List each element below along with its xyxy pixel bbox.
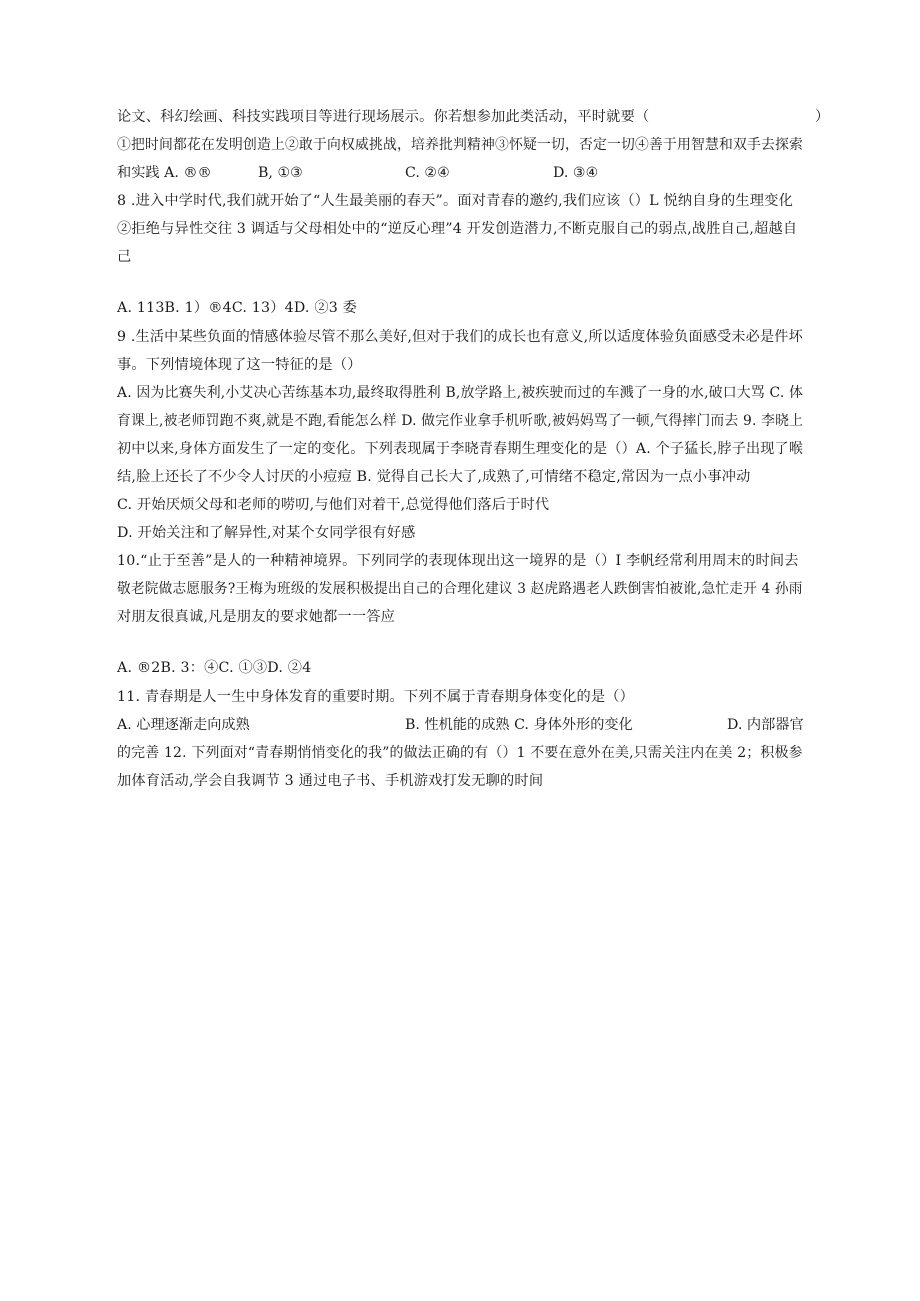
option-a: 和实践 A. ®®	[117, 165, 212, 181]
question-10-options: A. ®2B. 3：④C. ①③D. ②4	[117, 660, 312, 676]
option-d: D. ③④	[553, 165, 599, 181]
question-11-option-a: A. 心理逐渐走向成熟	[117, 717, 250, 733]
question-9b-option-d: D. 开始关注和了解异性,对某个女同学很有好感	[117, 525, 416, 541]
question-8-stem-cont: ②拒绝与异性交往 3 调适与父母相处中的“逆反心理”4 开发创造潜力,不断克服自己的弱点,战胜自己,超越自	[117, 221, 798, 237]
question-10-stem: 10.“止于至善”是人的一种精神境界。下列同学的表现体现出这一境界的是（）I 李帆经常利用周末的时间去	[117, 553, 799, 569]
question-10-stem-cont: 敬老院做志愿服务?王梅为班级的发展积极提出自己的合理化建议 3 赵虎路遇老人跌倒害怕被讹,急忙走开 4 孙雨	[117, 581, 803, 597]
question-11-option-b-c: B. 性机能的成熟 C. 身体外形的变化	[405, 717, 633, 733]
option-c: C. ②④	[405, 165, 450, 181]
question-9-stem: 9 .生活中某些负面的情感体验尽管不那么美好,但对于我们的成长也有意义,所以适度体验负面感受未必是件坏	[117, 329, 803, 345]
question-9b-option-c: C. 开始厌烦父母和老师的唠叨,与他们对着干,总觉得他们落后于时代	[117, 497, 550, 513]
option-b: B, ①③	[258, 165, 303, 181]
question-7-options-list: ①把时间都花在发明创造上②敢于向权威挑战，培养批判精神③怀疑一切，否定一切④善于用智慧和双手去探索	[117, 137, 803, 153]
question-9-options-cont: 育课上,被老师罚跑不爽,就是不跑,看能怎么样 D. 做完作业拿手机听歌,被妈妈骂了一顿,气得摔门而去 9. 李晓上	[117, 413, 804, 429]
question-9b-option-a-b: 结,脸上还长了不少令人讨厌的小痘痘 B. 觉得自己长大了,成熟了,可情绪不稳定,常因为一点小事冲动	[117, 469, 751, 485]
question-8-stem: 8 .进入中学时代,我们就开始了“人生最美丽的春天”。面对青春的邀约,我们应该（）L 悦纳自身的生理变化	[117, 193, 793, 209]
question-7-stem: 论文、科幻绘画、科技实践项目等进行现场展示。你若想参加此类活动，平时就要（	[117, 109, 650, 125]
question-9-stem-cont: 事。下列情境体现了这一特征的是（）	[117, 357, 362, 373]
question-11-stem: 11. 青春期是人一生中身体发育的重要时期。下列不属于青春期身体变化的是（）	[117, 689, 635, 705]
question-12-stem: 的完善 12. 下列面对“青春期悄悄变化的我”的做法正确的有（）1 不要在意外在美,只需关注内在美 2；积极参	[117, 745, 803, 761]
answer-bracket-close: ）	[815, 109, 830, 125]
question-9b-stem: 初中以来,身体方面发生了一定的变化。下列表现属于李晓青春期生理变化的是（）A. 个子猛长,脖子出现了喉	[117, 441, 804, 457]
question-9-options: A. 因为比赛失利,小艾决心苦练基本功,最终取得胜利 B,放学路上,被疾驶而过的车溅了一身的水,破口大骂 C. 体	[117, 385, 804, 401]
question-11-option-d: D. 内部器官	[727, 717, 804, 733]
question-8-options: A. 113B. 1）®4C. 13）4D. ②3 委	[117, 300, 358, 316]
question-10-stem-end: 对朋友很真诚,凡是朋友的要求她都一一答应	[117, 609, 396, 625]
text-line	[117, 107, 649, 127]
question-12-stem-cont: 加体育活动,学会自我调节 3 通过电子书、手机游戏打发无聊的时间	[117, 773, 544, 789]
question-8-stem-end: 己	[117, 249, 132, 265]
